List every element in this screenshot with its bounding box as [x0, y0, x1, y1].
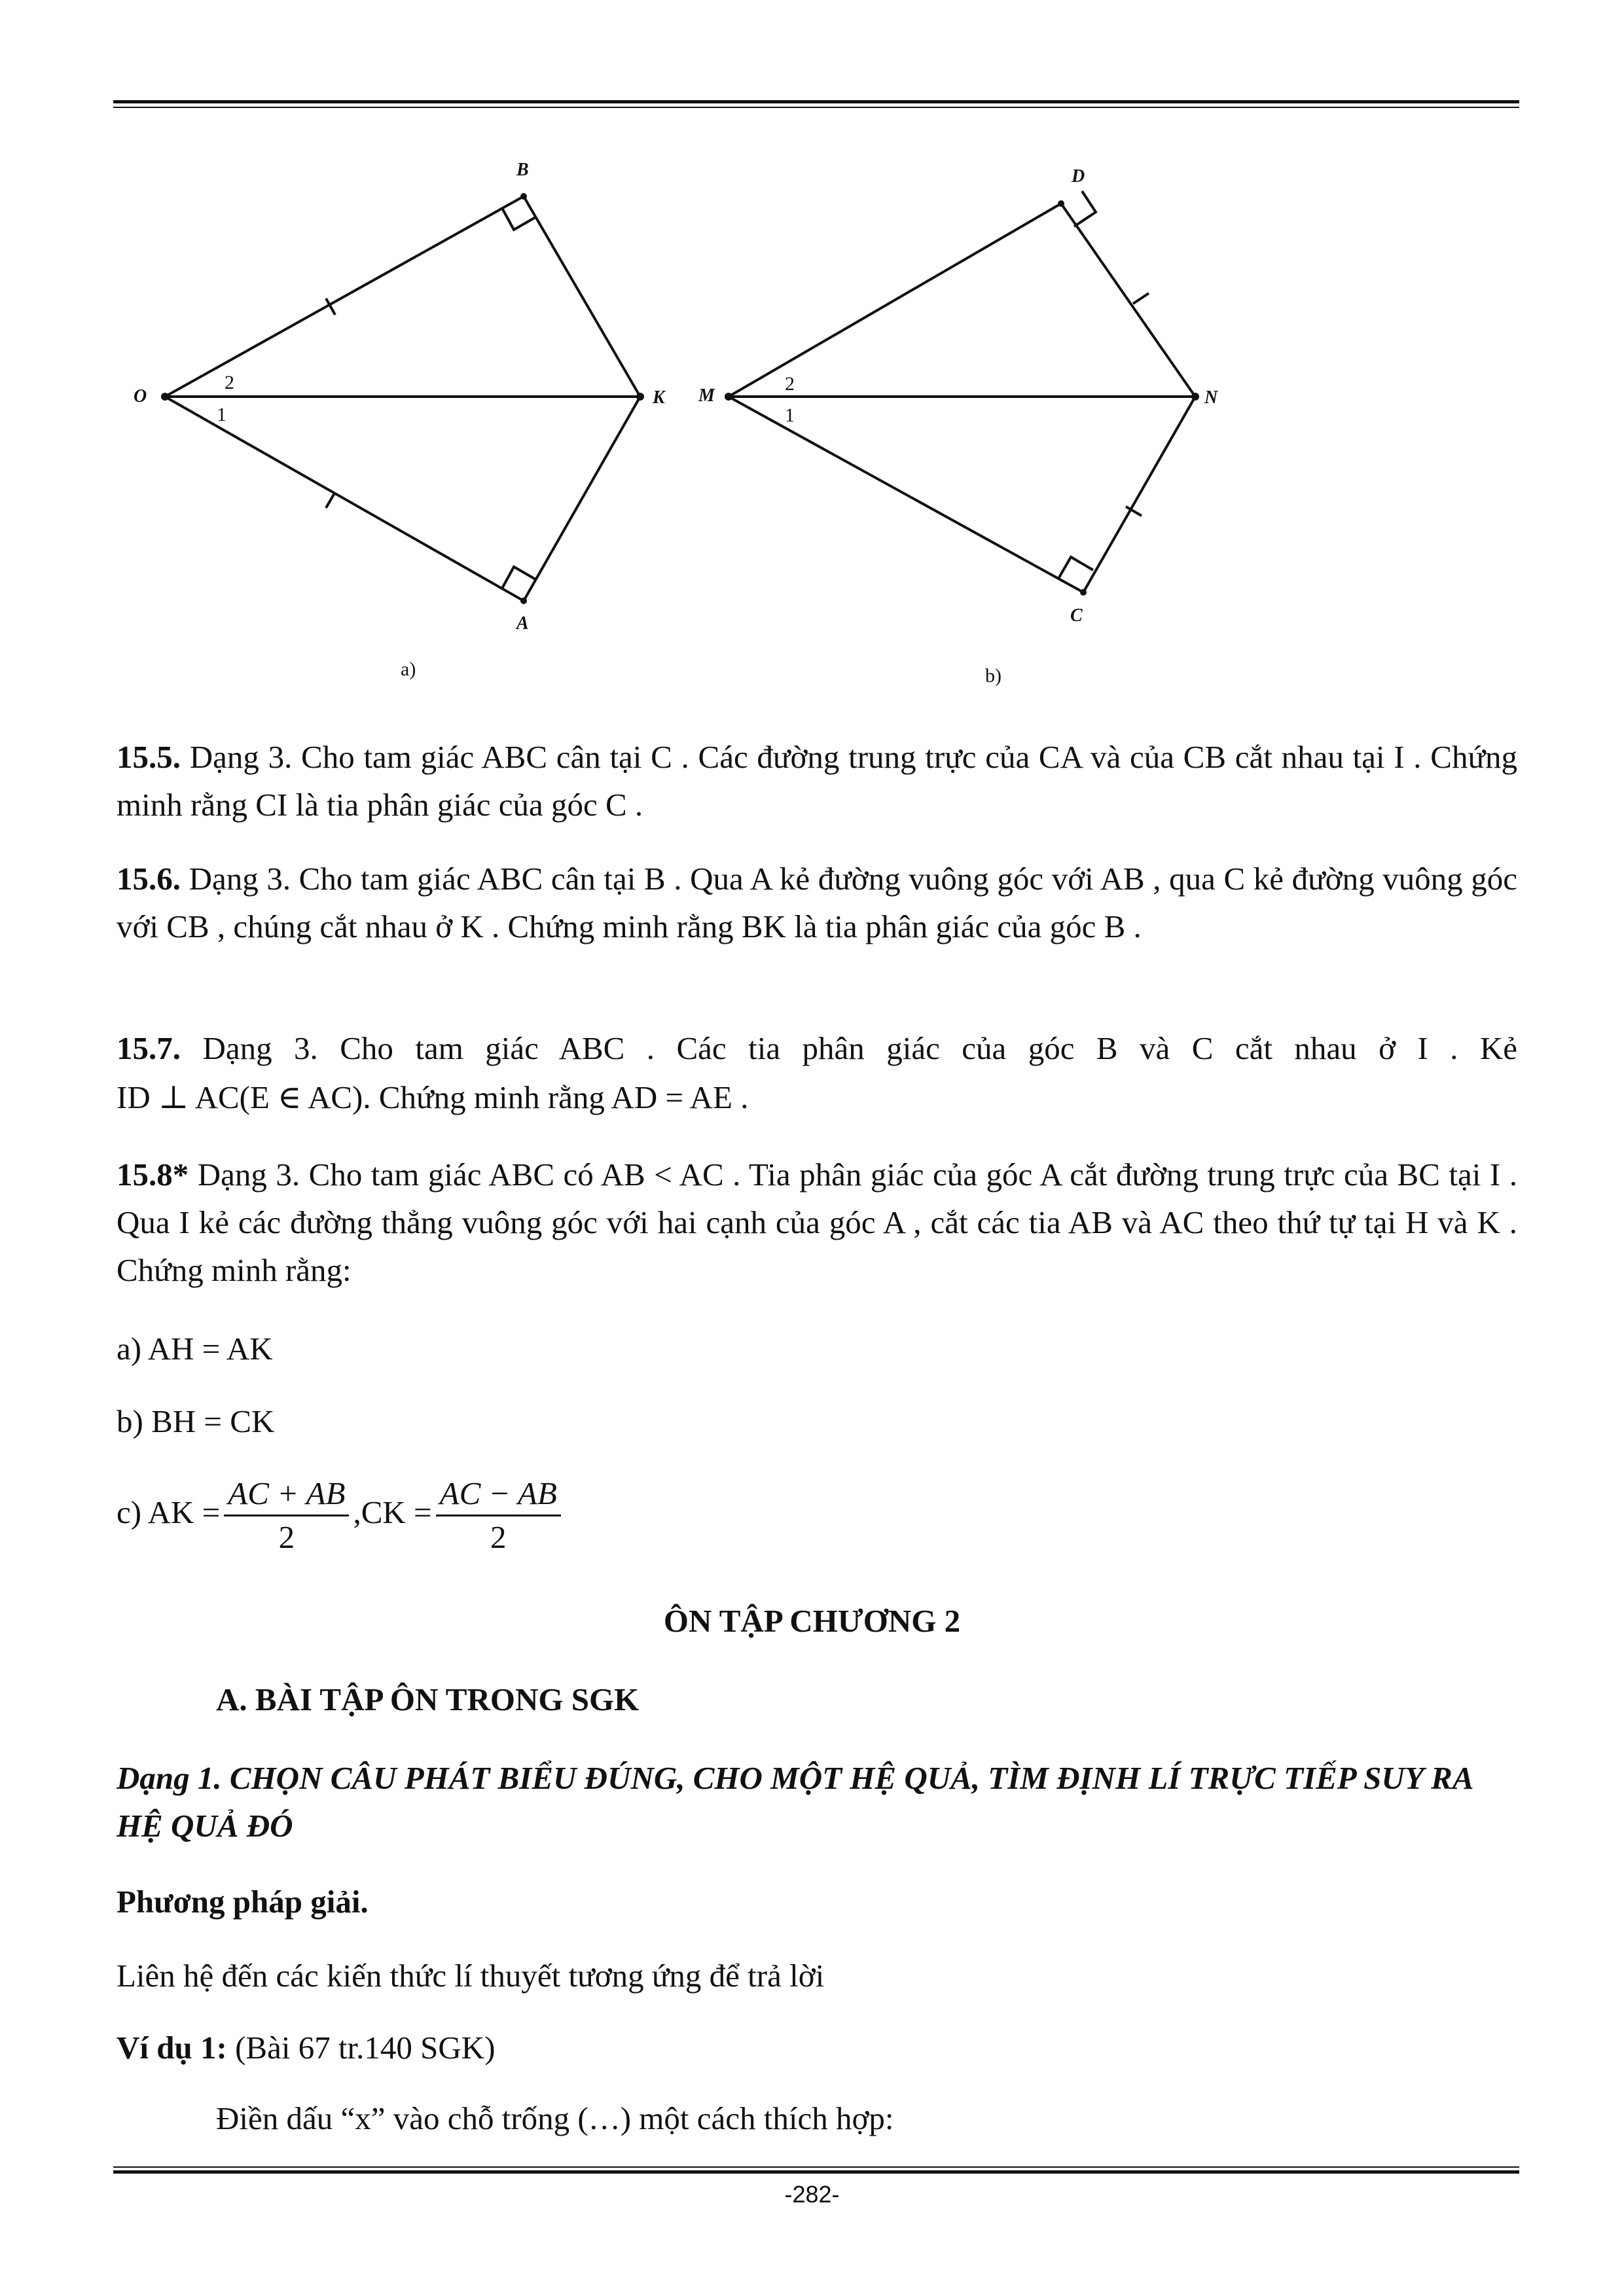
exercise-15-8-part-a: a) AH = AK	[117, 1331, 273, 1367]
review-title: ÔN TẬP CHƯƠNG 2	[663, 1603, 961, 1639]
exercise-number: 15.7.	[117, 1030, 181, 1066]
angle-label-1-a: 1	[217, 404, 226, 425]
fraction-2	[436, 1473, 561, 1558]
label-K: K	[653, 387, 665, 408]
label-N: N	[1204, 387, 1218, 408]
dang1-heading: Dạng 1. CHỌN CÂU PHÁT BIỂU ĐÚNG, CHO MỘT HỆ QUẢ, TÌM ĐỊNH LÍ TRỰC TIẾP SUY RA HỆ QUẢ ĐÓ	[117, 1760, 1472, 1844]
label-A: A	[516, 613, 529, 634]
part-c-mid: ,CK =	[353, 1494, 432, 1530]
exercise-number: 15.6.	[117, 861, 181, 897]
fraction-1-numerator: AC + AB	[224, 1473, 349, 1516]
example-1	[117, 2024, 496, 2072]
exercise-15-6	[117, 855, 1517, 950]
method-text: Liên hệ đến các kiến thức lí thuyết tương ứng để trả lời	[117, 1958, 825, 1994]
label-M: M	[698, 386, 715, 406]
example-label: Ví dụ 1:	[117, 2030, 227, 2066]
exercise-15-8-part-b: b) BH = CK	[117, 1403, 275, 1439]
fraction-1-denominator: 2	[278, 1519, 295, 1555]
angle-label-1-b: 1	[785, 404, 795, 426]
exercise-15-8	[117, 1151, 1517, 1294]
fraction-1	[224, 1473, 349, 1558]
example-ref: (Bài 67 tr.140 SGK)	[235, 2030, 496, 2066]
figure-a-lines	[165, 196, 640, 601]
angle-label-2-b: 2	[785, 373, 795, 395]
fraction-2-numerator: AC − AB	[436, 1473, 561, 1516]
exercise-number: 15.5.	[117, 739, 181, 775]
figure-b-caption: b)	[985, 665, 1001, 687]
label-D: D	[1072, 166, 1085, 187]
geometry-figures	[0, 0, 1624, 726]
label-B: B	[516, 160, 529, 180]
section-a-heading: A. BÀI TẬP ÔN TRONG SGK	[216, 1681, 640, 1717]
angle-label-2-a: 2	[225, 372, 234, 393]
page-number: -282-	[784, 2181, 840, 2208]
footer-rule-thin	[113, 2166, 1519, 2168]
exercise-15-7-line2: ID ⊥ AC(E ∈ AC). Chứng minh rằng AD = AE .	[117, 1079, 749, 1115]
figure-a-caption: a)	[401, 658, 416, 680]
example-instruction: Điền dấu “x” vào chỗ trống (…) một cách thích hợp:	[216, 2100, 894, 2136]
label-C: C	[1070, 605, 1083, 626]
exercise-text: Dạng 3. Cho tam giác ABC cân tại C . Các đường trung trực của CA và của CB cắt nhau tại I . Chứng minh rằng CI là tia phân giác của góc C .	[117, 739, 1517, 823]
exercise-15-7	[117, 1024, 1517, 1072]
exercise-text: Dạng 3. Cho tam giác ABC có AB < AC . Tia phân giác của góc A cắt đường trung trực của BC tại I . Qua I kẻ các đường thẳng vuông góc với hai cạnh của góc A , cắt các tia AB và AC theo thứ tự tại H và K . Chứng minh rằng:	[117, 1157, 1517, 1288]
exercise-15-5	[117, 733, 1517, 829]
figure-b-lines	[729, 191, 1195, 592]
fraction-2-denominator: 2	[490, 1519, 507, 1555]
exercise-text-line1: Dạng 3. Cho tam giác ABC . Các tia phân giác của góc B và C cắt nhau ở I . Kẻ	[202, 1030, 1518, 1066]
exercise-number: 15.8*	[117, 1157, 189, 1193]
label-O: O	[134, 386, 147, 406]
method-title: Phương pháp giải.	[117, 1884, 369, 1920]
part-c-prefix: c) AK =	[117, 1494, 221, 1530]
exercise-15-8-part-c	[117, 1473, 565, 1558]
exercise-text: Dạng 3. Cho tam giác ABC cân tại B . Qua A kẻ đường vuông góc với AB , qua C kẻ đường vuông góc với CB , chúng cắt nhau ở K . Chứng minh rằng BK là tia phân giác của góc B .	[117, 861, 1517, 944]
footer-rule-thick	[113, 2170, 1519, 2174]
